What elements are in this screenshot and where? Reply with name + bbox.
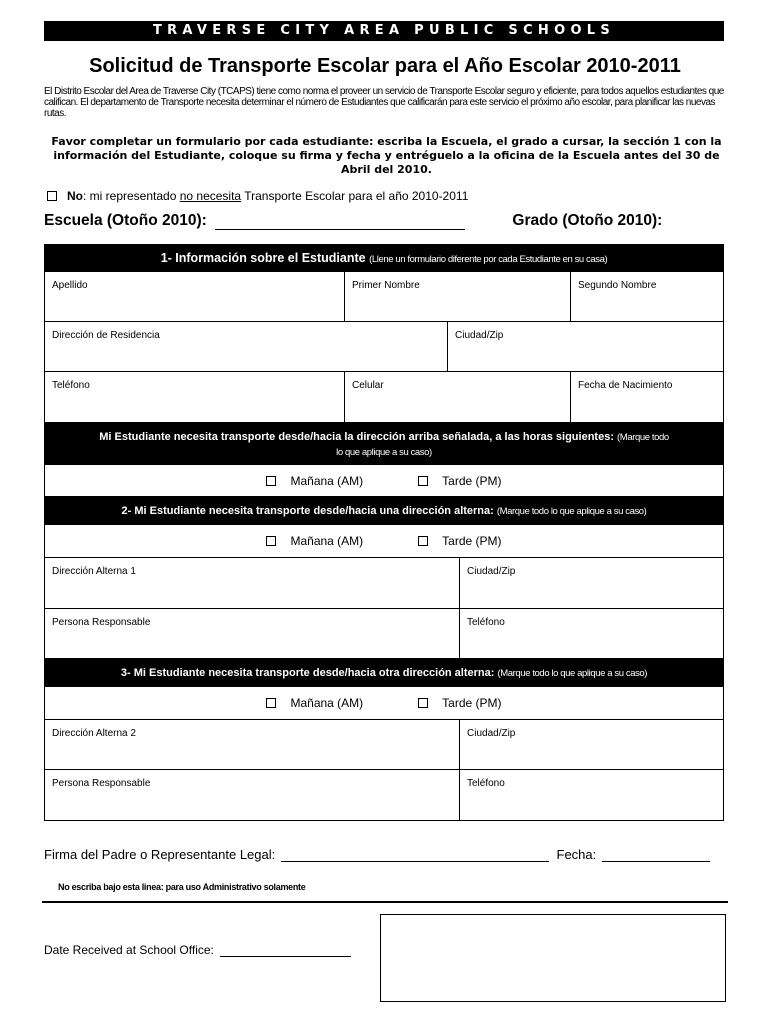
section3-header [44, 659, 724, 687]
alt-address-1-label: Dirección Alterna 1 [52, 566, 136, 577]
date-label: Fecha: [556, 847, 597, 862]
first-name-label: Primer Nombre [352, 280, 420, 291]
instructions-paragraph: Favor completar un formulario por cada estudiante: escriba la Escuela, el grado a cursar, la sección 1 con la información del Estudiante, coloque su firma y fecha y entréguelo a la oficina de la Escuela antes del 30 de Abril del 2010. [51, 135, 722, 176]
received-row [44, 943, 351, 957]
opt-out-checkbox[interactable] [47, 191, 57, 201]
last-name-label: Apellido [52, 280, 88, 291]
last-name-field[interactable] [45, 272, 345, 321]
section2-note: (Marque todo lo que aplique a su caso) [496, 506, 647, 517]
alt-phone-1-label: Teléfono [467, 617, 505, 628]
section2-title: 2- Mi Estudiante necesita transporte desde/hacia una dirección alterna: [121, 505, 494, 517]
student-address-row [44, 322, 724, 372]
alt-phone-2-label: Teléfono [467, 778, 505, 789]
cell-label: Celular [352, 380, 384, 391]
middle-name-field[interactable] [571, 272, 723, 321]
section1-am-label: Mañana (AM) [290, 473, 364, 488]
section2-pm-checkbox[interactable] [418, 536, 428, 546]
section3-pm-option[interactable] [418, 696, 501, 710]
section3-time-options [44, 687, 724, 720]
section2-pm-label: Tarde (PM) [442, 534, 502, 548]
responsible-1-field[interactable] [45, 609, 460, 658]
received-label: Date Received at School Office: [44, 943, 214, 957]
school-label: Escuela (Otoño 2010): [44, 212, 207, 229]
section3-note: (Marque todo lo que aplique a su caso) [497, 668, 648, 679]
signature-line[interactable] [281, 847, 549, 862]
city-zip-field[interactable] [448, 322, 723, 371]
section1-am-checkbox[interactable] [266, 476, 276, 486]
alt-phone-2-field[interactable] [460, 770, 723, 820]
section3-address-row [44, 720, 724, 770]
section1-transport-note-1: (Marque todo [617, 432, 669, 443]
opt-out-pre: : mi representado [83, 189, 180, 203]
alt-city-zip-1-field[interactable] [460, 558, 723, 608]
opt-out-post: Transporte Escolar para el año 2010-2011 [241, 189, 469, 203]
alt-city-zip-2-field[interactable] [460, 720, 723, 769]
phone-label: Teléfono [52, 380, 90, 391]
alt-address-2-label: Dirección Alterna 2 [52, 728, 136, 739]
signature-label: Firma del Padre o Representante Legal: [44, 847, 276, 862]
page-title: Solicitud de Transporte Escolar para el Año Escolar 2010-2011 [89, 55, 681, 77]
signature-row [44, 847, 724, 862]
phone-field[interactable] [45, 372, 345, 422]
section1-pm-option[interactable] [418, 474, 501, 488]
section3-am-checkbox[interactable] [266, 698, 276, 708]
date-line[interactable] [602, 847, 710, 862]
birth-date-label: Fecha de Nacimiento [578, 380, 673, 391]
middle-name-label: Segundo Nombre [578, 280, 657, 291]
address-field[interactable] [45, 322, 448, 371]
intro-paragraph: El Distrito Escolar del Area de Traverse City (TCAPS) tiene como norma el proveer un servicio de Transporte Escolar seguro y eficiente, para todos aquellos estudiantes que califican. El departamento de Transporte necesita determinar el número de Estudiantes que calificarán para este servicio el próximo año escolar, para planificar las nuevas rutas. [44, 86, 724, 119]
section2-address-row [44, 558, 724, 609]
first-name-field[interactable] [345, 272, 571, 321]
section1-header [44, 244, 724, 272]
section1-pm-checkbox[interactable] [418, 476, 428, 486]
section2-am-option[interactable] [266, 534, 363, 548]
section1-title: 1- Información sobre el Estudiante [160, 251, 366, 265]
transport-form [44, 244, 724, 821]
section1-am-option[interactable] [266, 474, 363, 488]
district-banner: TRAVERSE CITY AREA PUBLIC SCHOOLS [44, 21, 724, 41]
alt-address-1-field[interactable] [45, 558, 460, 608]
opt-out-underlined: no necesita [179, 189, 242, 203]
section2-time-options [44, 525, 724, 558]
section1-time-options [44, 465, 724, 497]
section2-am-label: Mañana (AM) [290, 534, 364, 548]
student-name-row [44, 272, 724, 322]
school-grade-row [44, 212, 724, 248]
section3-am-option[interactable] [266, 696, 363, 710]
birth-date-field[interactable] [571, 372, 723, 422]
responsible-2-field[interactable] [45, 770, 460, 820]
student-phone-row [44, 372, 724, 423]
section3-pm-checkbox[interactable] [418, 698, 428, 708]
cell-field[interactable] [345, 372, 571, 422]
city-zip-label: Ciudad/Zip [455, 330, 504, 341]
section2-am-checkbox[interactable] [266, 536, 276, 546]
office-stamp-box [380, 914, 726, 1002]
alt-address-2-field[interactable] [45, 720, 460, 769]
section1-note: (Llene un formulario diferente por cada Estudiante en su casa) [369, 254, 608, 265]
section2-contact-row [44, 609, 724, 659]
school-input-line[interactable] [215, 213, 465, 230]
responsible-1-label: Persona Responsable [52, 617, 151, 628]
alt-city-zip-2-label: Ciudad/Zip [467, 728, 516, 739]
received-line[interactable] [220, 944, 351, 957]
opt-out-no: No [67, 189, 83, 203]
section3-title: 3- Mi Estudiante necesita transporte desde/hacia otra dirección alterna: [120, 667, 495, 679]
alt-phone-1-field[interactable] [460, 609, 723, 658]
section1-transport-note-2: lo que aplique a su caso) [336, 447, 432, 458]
grade-label: Grado (Otoño 2010): [512, 212, 663, 229]
opt-out-row [47, 189, 468, 203]
section1-transport-header [44, 423, 724, 465]
section1-pm-label: Tarde (PM) [442, 473, 502, 488]
alt-city-zip-1-label: Ciudad/Zip [467, 566, 516, 577]
section2-pm-option[interactable] [418, 534, 501, 548]
section3-am-label: Mañana (AM) [290, 696, 364, 710]
address-label: Dirección de Residencia [52, 330, 160, 341]
admin-note: No escriba bajo esta linea: para uso Administrativo solamente [58, 882, 306, 892]
section1-transport-title: Mi Estudiante necesita transporte desde/hacia la dirección arriba señalada, a las horas siguientes: [99, 431, 614, 443]
section3-contact-row [44, 770, 724, 821]
section3-pm-label: Tarde (PM) [442, 696, 502, 710]
admin-divider [42, 901, 728, 903]
responsible-2-label: Persona Responsable [52, 778, 151, 789]
section2-header [44, 497, 724, 525]
